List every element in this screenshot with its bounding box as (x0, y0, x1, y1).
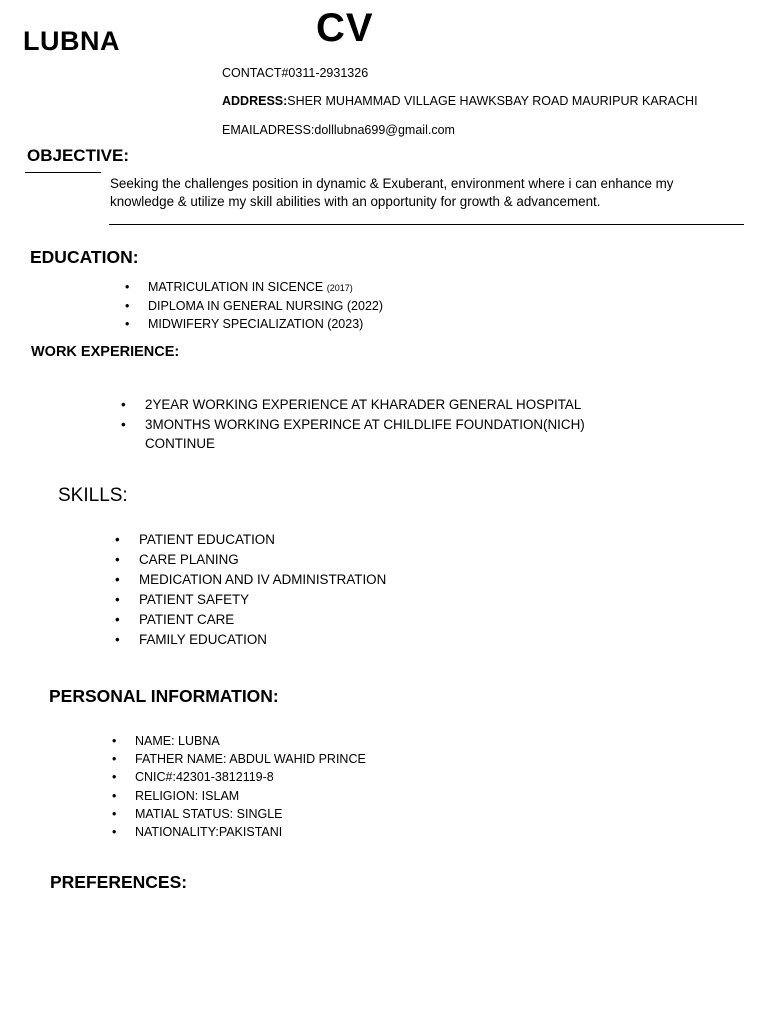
personal-information-heading: PERSONAL INFORMATION: (49, 686, 279, 706)
work-experience-heading: WORK EXPERIENCE: (31, 344, 180, 360)
list-item (139, 570, 386, 590)
cv-title: CV (316, 6, 374, 50)
list-item (139, 550, 386, 570)
preferences-heading: PREFERENCES: (50, 872, 188, 892)
personal-item-text: RELIGION: ISLAM (135, 788, 240, 803)
skills-list (139, 530, 386, 650)
personal-item-text: FATHER NAME: ABDUL WAHID PRINCE (135, 752, 366, 767)
education-heading: EDUCATION: (30, 247, 139, 267)
list-item (139, 590, 386, 610)
education-item-text: MIDWIFERY SPECIALIZATION (2023) (148, 317, 364, 331)
list-item (139, 530, 386, 550)
education-item-text: DIPLOMA IN GENERAL NURSING (2022) (148, 299, 384, 313)
skill-item-text: MEDICATION AND IV ADMINISTRATION (139, 572, 387, 587)
skill-item-text: PATIENT EDUCATION (139, 532, 275, 547)
skill-item-text: FAMILY EDUCATION (139, 632, 267, 647)
personal-item-text: MATIAL STATUS: SINGLE (135, 806, 283, 821)
skill-item-text: PATIENT SAFETY (139, 592, 250, 607)
objective-underline (25, 172, 101, 173)
candidate-name: LUBNA (23, 26, 120, 56)
education-list (148, 278, 383, 333)
list-item (148, 297, 383, 315)
list-item (135, 750, 366, 768)
work-item-continuation: CONTINUE (145, 436, 215, 451)
skill-item-text: CARE PLANING (139, 552, 239, 567)
personal-information-list (135, 732, 366, 841)
skill-item-text: PATIENT CARE (139, 612, 235, 627)
list-item (148, 315, 383, 333)
contact-number: CONTACT#0311-2931326 (222, 66, 369, 80)
address-label: ADDRESS: (222, 94, 288, 108)
address-value: SHER MUHAMMAD VILLAGE HAWKSBAY ROAD MAURIPUR KARACHI (287, 94, 698, 108)
list-item (139, 610, 386, 630)
section-divider (109, 224, 744, 225)
work-item-text: 3MONTHS WORKING EXPERINCE AT CHILDLIFE FOUNDATION(NICH) (145, 416, 585, 432)
education-item-text: MATRICULATION IN SICENCE (148, 280, 324, 294)
list-item (145, 415, 585, 454)
work-item-text: 2YEAR WORKING EXPERIENCE AT KHARADER GENERAL HOSPITAL (145, 397, 582, 412)
education-item-year: (2017) (326, 283, 353, 293)
skills-heading: SKILLS: (58, 485, 128, 506)
objective-text: Seeking the challenges position in dynamic & Exuberant, environment where i can enhance my knowledge & utilize my skill abilities with an opportunity for growth & advancement. (110, 176, 674, 209)
list-item (135, 768, 366, 786)
list-item (135, 805, 366, 823)
objective-heading: OBJECTIVE: (27, 146, 130, 165)
address-line (222, 94, 698, 108)
list-item (135, 787, 366, 805)
list-item (139, 630, 386, 650)
list-item (135, 732, 366, 750)
personal-item-text: CNIC#:42301-3812119-8 (135, 770, 274, 785)
email-address: EMAILADRESS:dolllubna699@gmail.com (222, 123, 455, 137)
personal-item-text: NAME: LUBNA (135, 734, 220, 748)
list-item (145, 395, 585, 415)
work-experience-list (145, 395, 585, 454)
personal-item-text: NATIONALITY:PAKISTANI (135, 825, 283, 840)
list-item (135, 823, 366, 841)
list-item (148, 278, 383, 297)
